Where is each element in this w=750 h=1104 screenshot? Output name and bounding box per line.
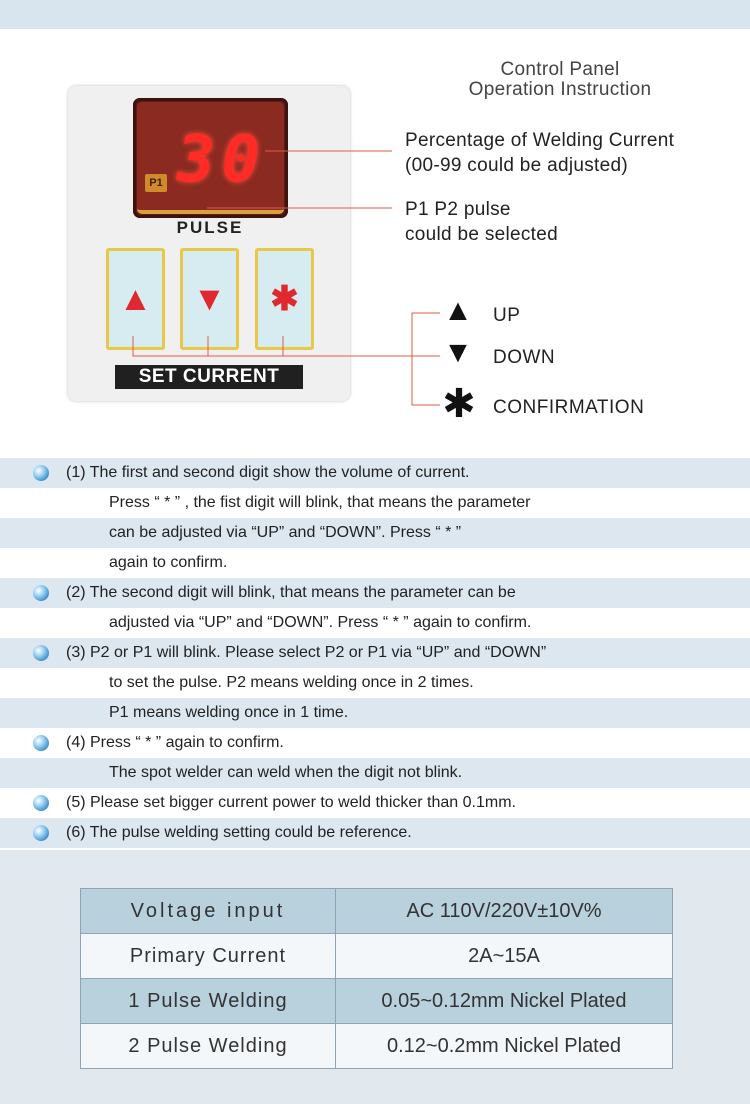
panel-title-line2: Operation Instruction	[468, 79, 652, 100]
step-text: (1) The first and second digit show the volume of current.	[66, 464, 470, 481]
step-text: (2) The second digit will blink, that means the parameter can be	[66, 584, 516, 601]
spec-key: 2 Pulse Welding	[81, 1024, 336, 1069]
pulse-label: PULSE	[176, 218, 244, 237]
step-row	[0, 638, 750, 668]
step-text: to set the pulse. P2 means welding once in 2 times.	[109, 674, 474, 691]
down-triangle-icon: ▼	[192, 280, 227, 318]
step-row	[0, 698, 750, 728]
spec-row	[81, 979, 673, 1024]
spec-value: 0.05~0.12mm Nickel Plated	[336, 979, 673, 1024]
down-legend-label: DOWN	[493, 347, 556, 368]
up-legend-icon: ▲	[443, 294, 473, 327]
spec-row	[81, 934, 673, 979]
step-text: P1 means welding once in 1 time.	[109, 704, 349, 721]
callout-lines	[0, 0, 750, 460]
step-row	[0, 488, 750, 518]
spec-table	[80, 888, 673, 1069]
step-text: (5) Please set bigger current power to weld thicker than 0.1mm.	[66, 794, 516, 811]
step-row	[0, 458, 750, 488]
bullet-icon	[33, 645, 49, 661]
panel-title-line1: Control Panel	[500, 59, 620, 80]
confirmation-legend-icon: ✱	[442, 382, 476, 426]
step-row	[0, 578, 750, 608]
bullet-icon	[33, 825, 49, 841]
step-row	[0, 788, 750, 818]
asterisk-icon: ✱	[270, 280, 299, 318]
bullet-icon	[33, 465, 49, 481]
bullet-icon	[33, 795, 49, 811]
spec-key: 1 Pulse Welding	[81, 979, 336, 1024]
p1-indicator: P1	[145, 174, 167, 192]
step-row	[0, 518, 750, 548]
step-text: The spot welder can weld when the digit not blink.	[109, 764, 463, 781]
step-text: adjusted via “UP” and “DOWN”. Press “ * ” again to confirm.	[109, 614, 532, 631]
step-text: (3) P2 or P1 will blink. Please select P2 or P1 via “UP” and “DOWN”	[66, 644, 547, 661]
step-text: again to confirm.	[109, 554, 228, 571]
spec-value: 0.12~0.2mm Nickel Plated	[336, 1024, 673, 1069]
up-triangle-icon: ▲	[118, 280, 153, 318]
spec-key: Voltage input	[81, 889, 336, 934]
step-text: (6) The pulse welding setting could be reference.	[66, 824, 412, 841]
step-text: (4) Press “ * ” again to confirm.	[66, 734, 284, 751]
pulse-callout-line2: could be selected	[405, 224, 558, 245]
step-row	[0, 728, 750, 758]
display-digits: 30	[177, 123, 267, 197]
step-row	[0, 548, 750, 578]
step-text: Press “ * ” , the fist digit will blink, that means the parameter	[109, 494, 531, 511]
instruction-steps	[0, 458, 750, 848]
spec-row	[81, 889, 673, 934]
pulse-callout-line1: P1 P2 pulse	[405, 199, 511, 220]
percentage-callout-line1: Percentage of Welding Current	[405, 130, 675, 151]
step-row	[0, 758, 750, 788]
step-row	[0, 668, 750, 698]
step-row	[0, 818, 750, 848]
step-text: can be adjusted via “UP” and “DOWN”. Press “ * ”	[109, 524, 462, 541]
down-legend-icon: ▼	[443, 336, 473, 369]
spec-value: AC 110V/220V±10V%	[336, 889, 673, 934]
percentage-callout-line2: (00-99 could be adjusted)	[405, 155, 628, 176]
spec-row	[81, 1024, 673, 1069]
spec-value: 2A~15A	[336, 934, 673, 979]
up-legend-label: UP	[493, 305, 521, 326]
set-current-label: SET CURRENT	[115, 365, 303, 389]
spec-key: Primary Current	[81, 934, 336, 979]
bullet-icon	[33, 585, 49, 601]
confirmation-legend-label: CONFIRMATION	[493, 397, 645, 418]
bullet-icon	[33, 735, 49, 751]
step-row	[0, 608, 750, 638]
